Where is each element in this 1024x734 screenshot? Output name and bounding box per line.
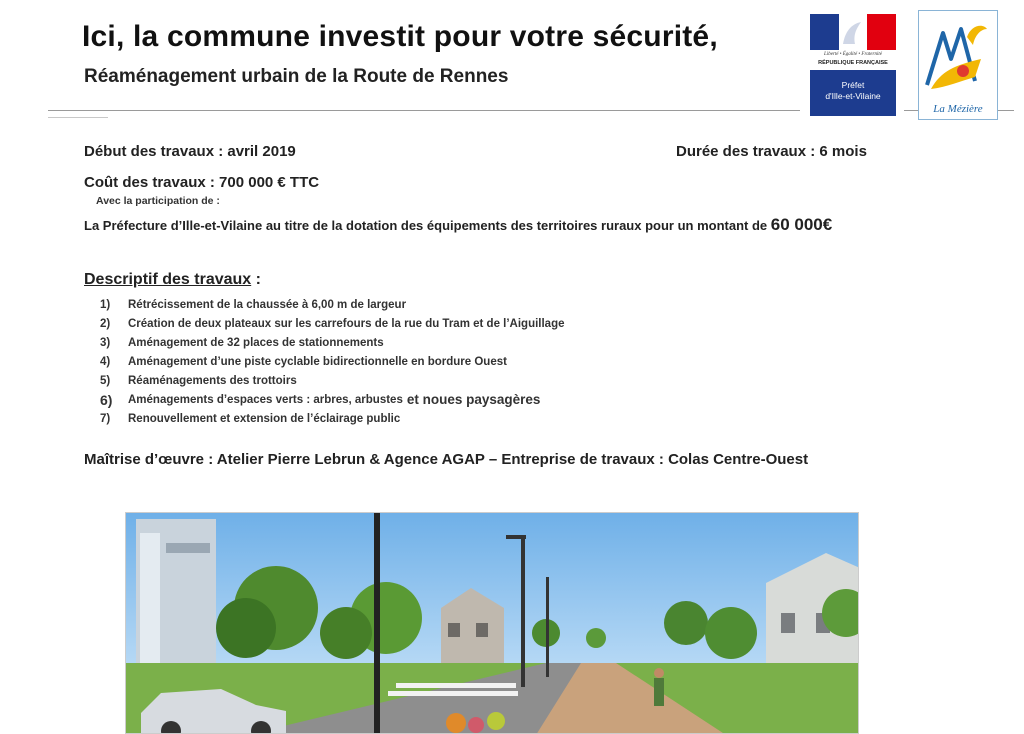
cost: Coût des travaux : 700 000 € TTC [84, 174, 320, 191]
start-date: Début des travaux : avril 2019 [84, 143, 296, 160]
commune-logo [918, 10, 998, 120]
street-rendering-image [125, 512, 859, 734]
prefecture-label-box [810, 70, 896, 116]
list-item: 2) Création de deux plateaux sur les carrefours de la rue du Tram et de l’Aiguillage [100, 317, 565, 330]
prefecture-motto: Liberté • Égalité • Fraternité [824, 52, 882, 57]
funding-line [84, 215, 832, 235]
page-subtitle: Réaménagement urbain de la Route de Rennes [84, 66, 509, 87]
participation-label: Avec la participation de : [96, 195, 220, 207]
page-title: Ici, la commune investit pour votre sécurité, [82, 20, 718, 53]
header-divider [48, 110, 800, 111]
prefecture-line2: d'Ille-et-Vilaine [825, 91, 881, 101]
list-item: 5) Réaménagements des trottoirs [100, 374, 297, 387]
works-title-text: Descriptif des travaux [84, 271, 252, 288]
funding-amount: 60 000€ [770, 215, 833, 234]
works-title-suffix: : [251, 271, 261, 288]
works-list [100, 295, 565, 428]
street-scene-illustration [126, 513, 859, 734]
list-item: 7) Renouvellement et extension de l’éclairage public [100, 412, 401, 425]
commune-name: La Mézière [933, 103, 983, 115]
credits-line: Maîtrise d’œuvre : Atelier Pierre Lebrun & Agence AGAP – Entreprise de travaux : Colas Centre-Ouest [84, 451, 809, 468]
list-item: 1) Rétrécissement de la chaussée à 6,00 m de largeur [100, 298, 407, 311]
prefecture-line1: Préfet [841, 80, 865, 90]
funding-text: La Préfecture d’Ille-et-Vilaine au titre de la dotation des équipements des territoires ruraux pour un montant de [84, 218, 768, 233]
duration: Durée des travaux : 6 mois [676, 143, 867, 160]
prefecture-republic: RÉPUBLIQUE FRANÇAISE [818, 60, 888, 66]
french-flag-icon [810, 14, 896, 50]
prefecture-logo [810, 14, 896, 116]
list-item: 4) Aménagement d’une piste cyclable bidirectionnelle en bordure Ouest [100, 355, 507, 368]
list-item: 6) Aménagements d’espaces verts : arbres, arbustes et noues paysagères [100, 391, 541, 408]
commune-emblem-icon [921, 15, 997, 101]
list-item: 3) Aménagement de 32 places de stationnements [100, 336, 384, 349]
works-title [84, 271, 261, 289]
header-divider-short [48, 117, 108, 118]
